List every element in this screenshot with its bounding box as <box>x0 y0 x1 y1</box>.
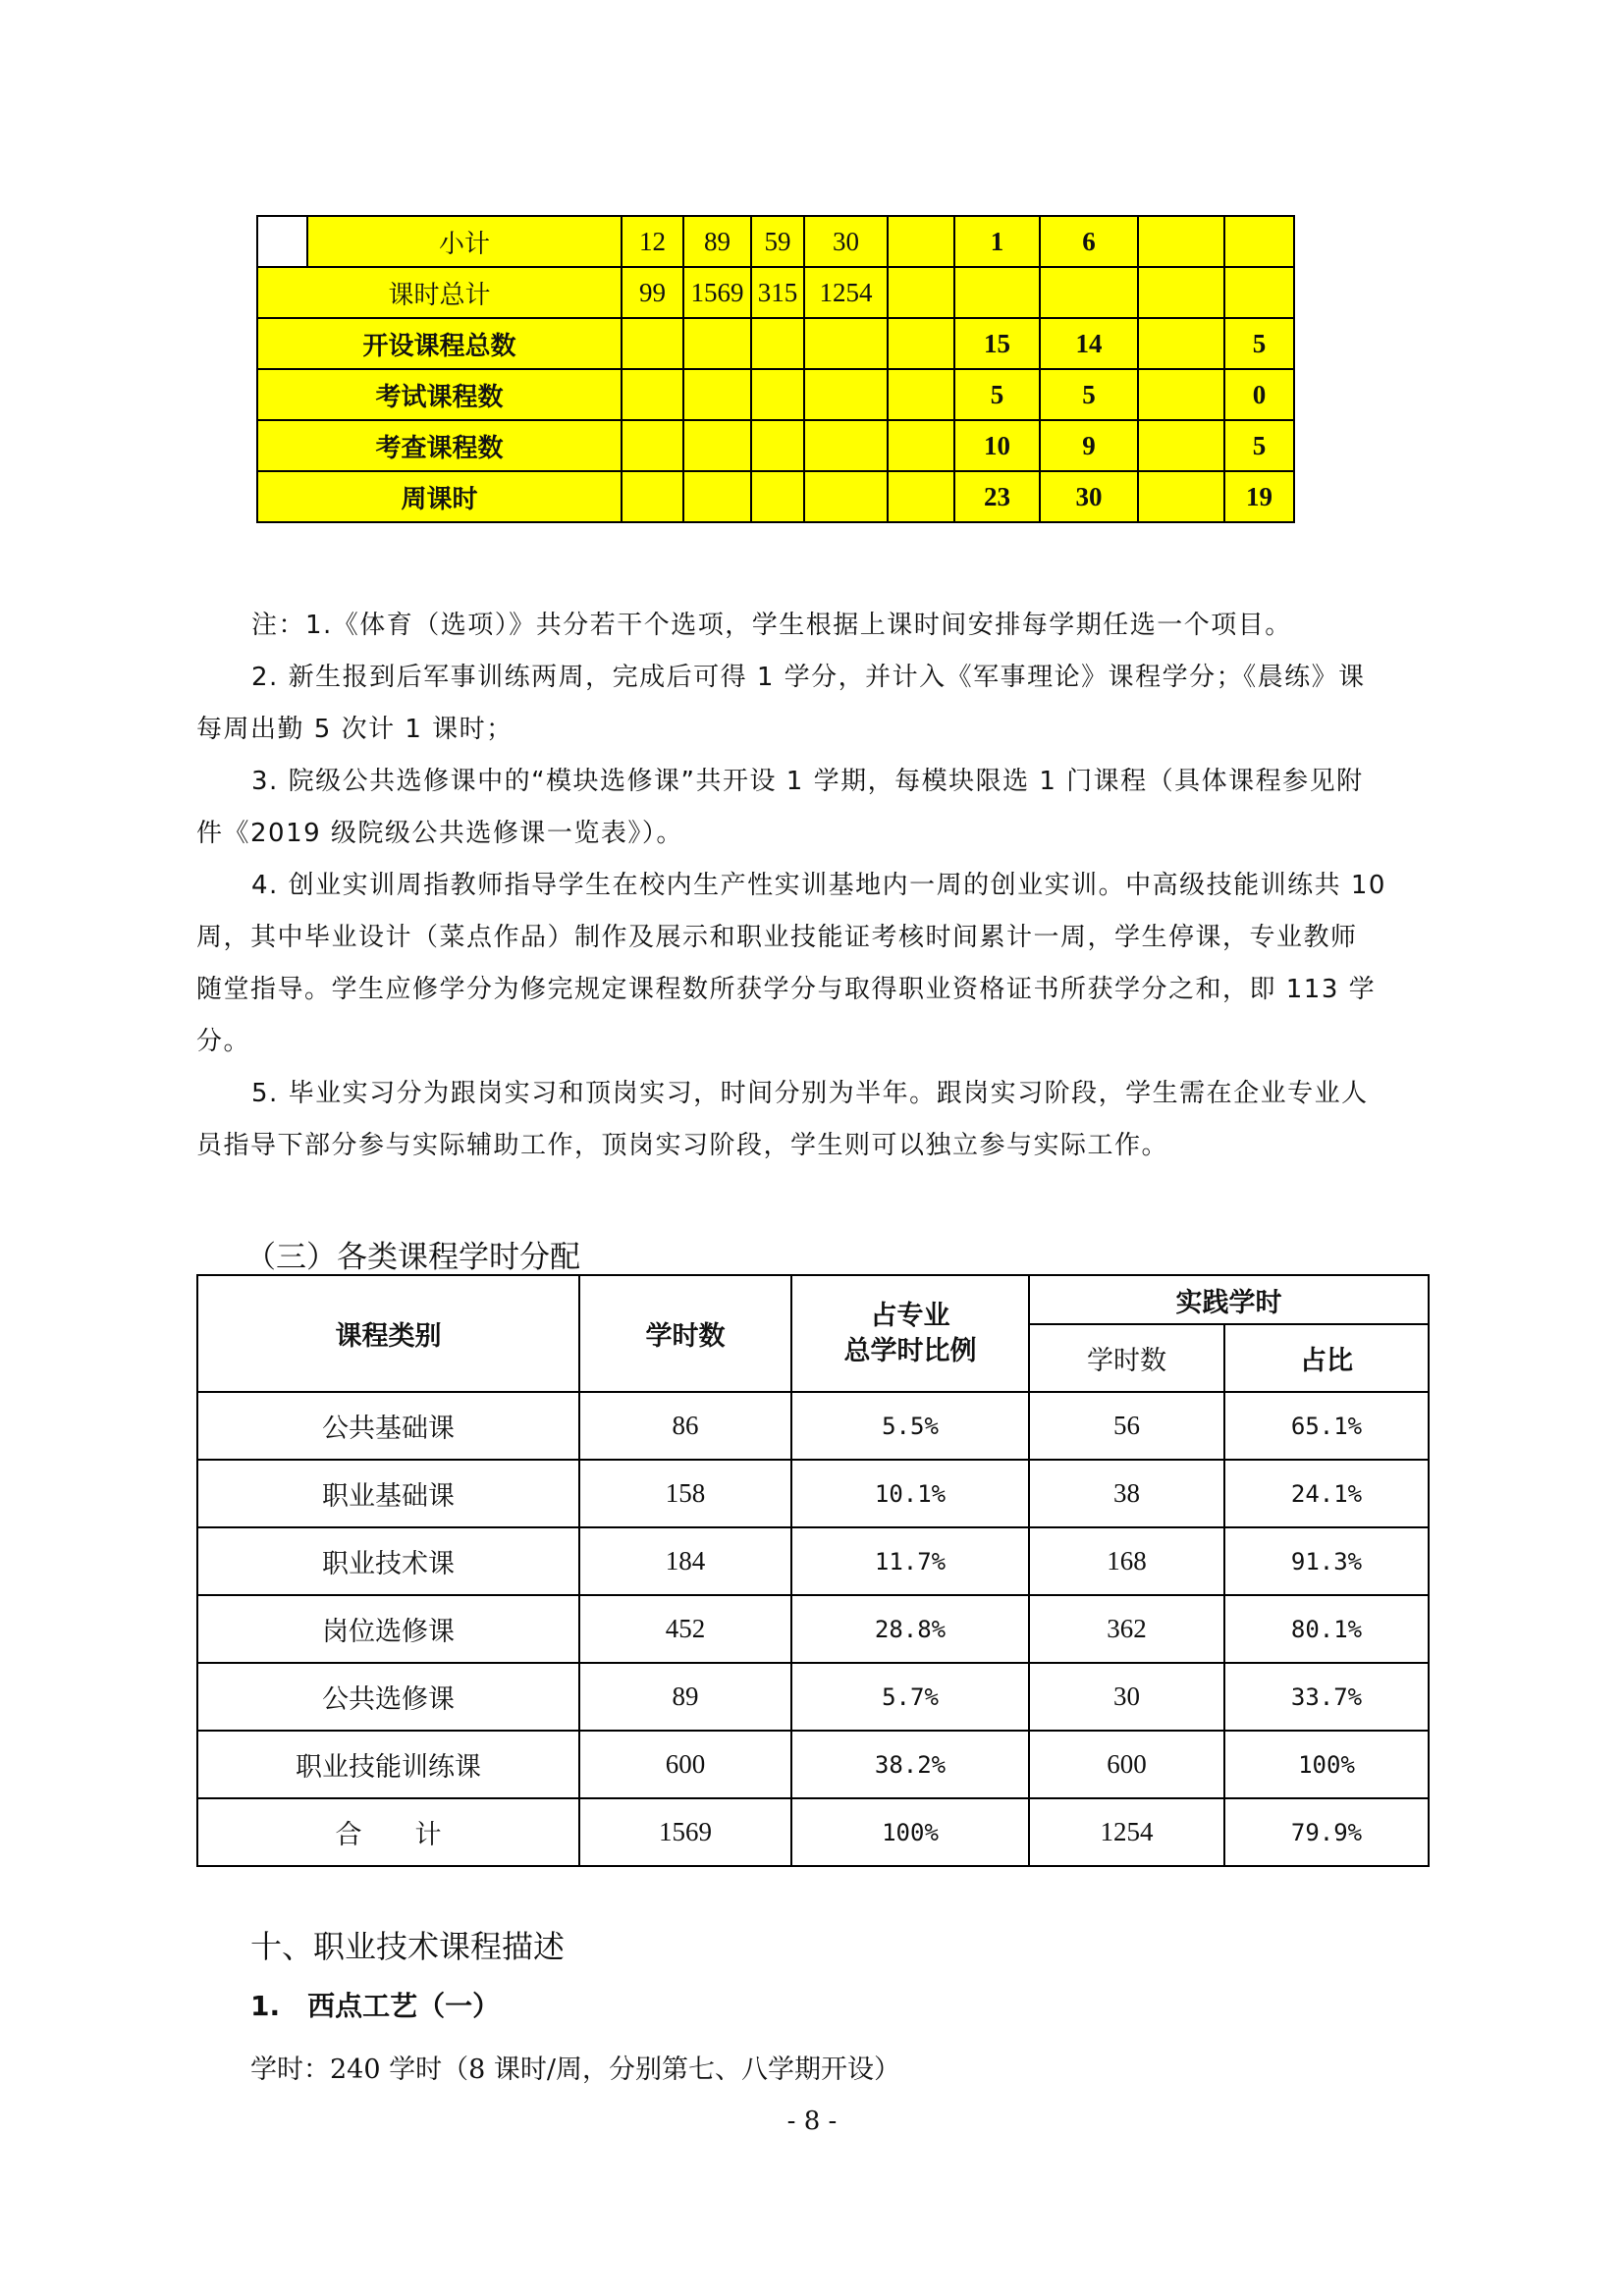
table-cell: 23 <box>954 471 1040 522</box>
hours-cell: 452 <box>579 1595 791 1663</box>
table-cell <box>1224 216 1294 267</box>
table-cell <box>683 420 751 471</box>
ratio-cell: 11.7% <box>791 1527 1029 1595</box>
table-cell <box>804 420 888 471</box>
note-4: 4. 创业实训周指教师指导学生在校内生产性实训基地内一周的创业实训。中高级技能训练共 10 <box>251 871 1386 900</box>
course-1-hours: 学时：240 学时（8 课时/周，分别第七、八学期开设） <box>250 2055 900 2085</box>
table-cell: 5 <box>1224 420 1294 471</box>
table-row <box>257 420 1294 471</box>
course-1-title: 1. 西点工艺（一） <box>250 1990 501 2022</box>
practice-hours-cell: 38 <box>1029 1460 1224 1527</box>
table-cell: 6 <box>1040 216 1138 267</box>
table-cell: 10 <box>954 420 1040 471</box>
table-cell: 5 <box>1040 369 1138 420</box>
hours-cell: 600 <box>579 1731 791 1798</box>
summary-table <box>256 215 1295 523</box>
table-header-row <box>197 1275 1429 1324</box>
table-row <box>197 1663 1429 1731</box>
notes-block <box>196 600 1432 1172</box>
table-row <box>257 216 1294 267</box>
table-cell <box>622 420 683 471</box>
table-cell <box>888 267 954 318</box>
practice-ratio-cell: 24.1% <box>1224 1460 1429 1527</box>
practice-hours-cell: 600 <box>1029 1731 1224 1798</box>
table-row <box>257 369 1294 420</box>
row-label: 考试课程数 <box>257 369 622 420</box>
practice-ratio-cell: 33.7% <box>1224 1663 1429 1731</box>
hours-cell: 89 <box>579 1663 791 1731</box>
table-row <box>257 471 1294 522</box>
header-ratio-line2: 总学时比例 <box>843 1335 977 1366</box>
table-cell: 15 <box>954 318 1040 369</box>
category-cell: 职业技术课 <box>197 1527 579 1595</box>
note-5-cont: 员指导下部分参与实际辅助工作，顶岗实习阶段，学生则可以独立参与实际工作。 <box>196 1131 1169 1160</box>
table-cell: 1 <box>954 216 1040 267</box>
note-3: 3. 院级公共选修课中的“模块选修课”共开设 1 学期，每模块限选 1 门课程（具体课程参见附 <box>251 767 1364 796</box>
header-ratio-line1: 占专业 <box>870 1300 950 1331</box>
table-cell <box>683 318 751 369</box>
table-cell <box>804 471 888 522</box>
table-cell <box>1040 267 1138 318</box>
header-ratio <box>791 1275 1029 1392</box>
category-cell: 职业基础课 <box>197 1460 579 1527</box>
table-cell: 0 <box>1224 369 1294 420</box>
table-cell <box>751 369 804 420</box>
practice-hours-cell: 168 <box>1029 1527 1224 1595</box>
section-3-title: （三）各类课程学时分配 <box>245 1240 580 1275</box>
table-cell <box>888 318 954 369</box>
table-row <box>257 318 1294 369</box>
hours-cell: 158 <box>579 1460 791 1527</box>
table-cell <box>751 318 804 369</box>
table-row <box>197 1731 1429 1798</box>
table-cell: 30 <box>1040 471 1138 522</box>
ratio-cell: 5.7% <box>791 1663 1029 1731</box>
table-cell <box>622 318 683 369</box>
practice-hours-cell: 362 <box>1029 1595 1224 1663</box>
ratio-cell: 38.2% <box>791 1731 1029 1798</box>
header-category: 课程类别 <box>197 1275 579 1392</box>
table-cell: 19 <box>1224 471 1294 522</box>
table-row <box>197 1392 1429 1460</box>
note-2: 2. 新生报到后军事训练两周，完成后可得 1 学分，并计入《军事理论》课程学分；《晨练》课 <box>251 663 1366 692</box>
table-cell <box>1138 318 1224 369</box>
practice-ratio-cell: 100% <box>1224 1731 1429 1798</box>
header-practice: 实践学时 <box>1029 1275 1429 1324</box>
hours-cell: 86 <box>579 1392 791 1460</box>
table-cell: 315 <box>751 267 804 318</box>
table-cell <box>804 318 888 369</box>
note-2-cont: 每周出勤 5 次计 1 课时； <box>196 715 514 744</box>
row-label: 开设课程总数 <box>257 318 622 369</box>
table-cell <box>683 471 751 522</box>
table-cell <box>1138 420 1224 471</box>
note-4-cont: 分。 <box>196 1027 251 1056</box>
table-cell: 99 <box>622 267 683 318</box>
table-cell <box>804 369 888 420</box>
row-label: 周课时 <box>257 471 622 522</box>
blank-cell <box>257 216 307 267</box>
header-practice-ratio: 占比 <box>1224 1324 1429 1392</box>
practice-ratio-cell: 65.1% <box>1224 1392 1429 1460</box>
table-cell <box>954 267 1040 318</box>
table-cell <box>888 369 954 420</box>
table-row <box>257 267 1294 318</box>
note-4-cont: 周，其中毕业设计（菜点作品）制作及展示和职业技能证考核时间累计一周，学生停课，专业教师 <box>196 923 1358 952</box>
row-label: 考查课程数 <box>257 420 622 471</box>
table-cell <box>751 420 804 471</box>
table-cell: 5 <box>1224 318 1294 369</box>
table-cell <box>683 369 751 420</box>
table-cell: 14 <box>1040 318 1138 369</box>
ratio-cell: 10.1% <box>791 1460 1029 1527</box>
table-cell <box>888 420 954 471</box>
hours-table <box>196 1274 1430 1867</box>
page-number: - 8 - <box>786 2107 838 2136</box>
table-cell <box>888 471 954 522</box>
table-total-row <box>197 1798 1429 1866</box>
category-cell: 公共基础课 <box>197 1392 579 1460</box>
table-cell <box>1138 369 1224 420</box>
practice-ratio-cell: 79.9% <box>1224 1798 1429 1866</box>
note-1: 注：1.《体育（选项）》共分若干个选项，学生根据上课时间安排每学期任选一个项目。 <box>251 611 1292 640</box>
practice-hours-cell: 30 <box>1029 1663 1224 1731</box>
table-cell: 59 <box>751 216 804 267</box>
table-cell: 12 <box>622 216 683 267</box>
table-cell: 5 <box>954 369 1040 420</box>
ratio-cell: 100% <box>791 1798 1029 1866</box>
table-cell <box>1138 471 1224 522</box>
ratio-cell: 28.8% <box>791 1595 1029 1663</box>
category-cell: 合 计 <box>197 1798 579 1866</box>
practice-hours-cell: 1254 <box>1029 1798 1224 1866</box>
note-4-cont: 随堂指导。学生应修学分为修完规定课程数所获学分与取得职业资格证书所获学分之和，即 113 学 <box>196 975 1377 1004</box>
table-cell <box>622 369 683 420</box>
table-cell: 1569 <box>683 267 751 318</box>
table-cell <box>888 216 954 267</box>
hours-cell: 1569 <box>579 1798 791 1866</box>
table-row <box>197 1527 1429 1595</box>
table-cell <box>751 471 804 522</box>
table-cell <box>1224 267 1294 318</box>
section-10-title: 十、职业技术课程描述 <box>250 1928 566 1965</box>
ratio-cell: 5.5% <box>791 1392 1029 1460</box>
practice-hours-cell: 56 <box>1029 1392 1224 1460</box>
table-cell <box>1138 216 1224 267</box>
table-row <box>197 1595 1429 1663</box>
category-cell: 公共选修课 <box>197 1663 579 1731</box>
table-cell: 9 <box>1040 420 1138 471</box>
note-3-cont: 件《2019 级院级公共选修课一览表》）。 <box>196 819 683 848</box>
header-hours: 学时数 <box>579 1275 791 1392</box>
table-cell: 30 <box>804 216 888 267</box>
practice-ratio-cell: 80.1% <box>1224 1595 1429 1663</box>
category-cell: 岗位选修课 <box>197 1595 579 1663</box>
row-label: 小计 <box>307 216 622 267</box>
header-practice-hours: 学时数 <box>1029 1324 1224 1392</box>
table-cell: 1254 <box>804 267 888 318</box>
note-5: 5. 毕业实习分为跟岗实习和顶岗实习，时间分别为半年。跟岗实习阶段，学生需在企业专业人 <box>251 1079 1369 1108</box>
table-cell <box>1138 267 1224 318</box>
row-label: 课时总计 <box>257 267 622 318</box>
category-cell: 职业技能训练课 <box>197 1731 579 1798</box>
table-cell <box>622 471 683 522</box>
table-row <box>197 1460 1429 1527</box>
table-cell: 89 <box>683 216 751 267</box>
practice-ratio-cell: 91.3% <box>1224 1527 1429 1595</box>
hours-cell: 184 <box>579 1527 791 1595</box>
